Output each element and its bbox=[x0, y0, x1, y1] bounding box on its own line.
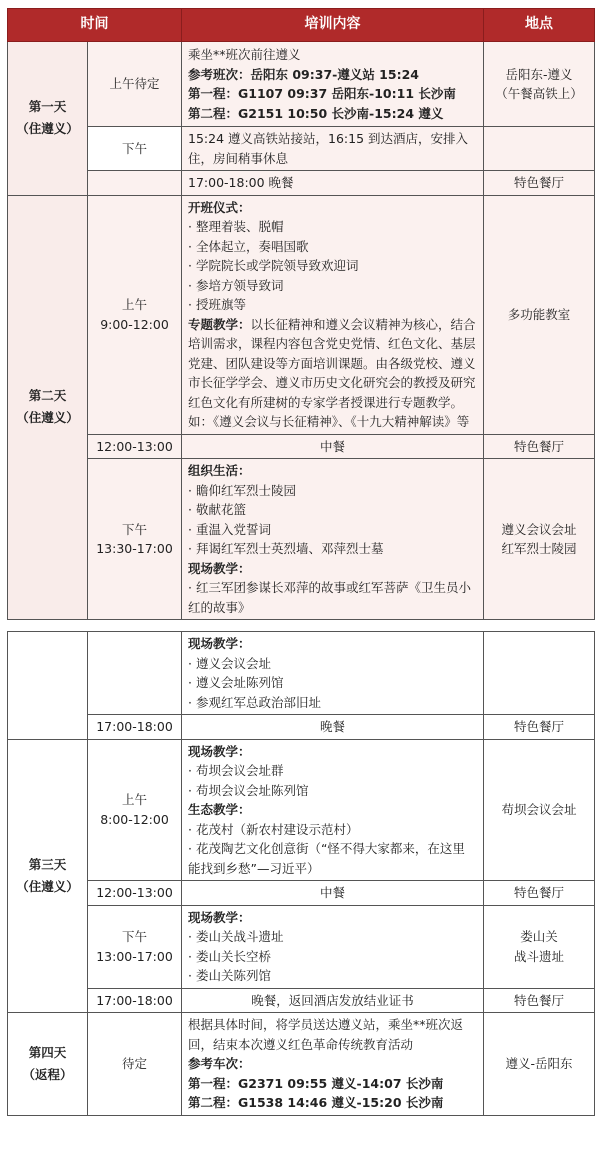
list-item: · 娄山关战斗遗址 bbox=[188, 929, 284, 944]
list-item: · 娄山关陈列馆 bbox=[188, 968, 271, 983]
day4-stay: （返程） bbox=[22, 1066, 73, 1082]
day1-dinner-label: 17:00-18:00 晚餐 bbox=[182, 171, 484, 196]
day2-afternoon-time: 13:30-17:00 bbox=[96, 541, 173, 556]
header-time: 时间 bbox=[8, 9, 182, 42]
day3-morning-location: 苟坝会议会址 bbox=[484, 739, 595, 881]
list-item: · 授班旗等 bbox=[188, 297, 246, 312]
day2b-time-empty bbox=[88, 632, 182, 715]
day4-content bbox=[182, 1013, 484, 1116]
day4-time-label: 待定 bbox=[88, 1013, 182, 1116]
day2-morning-time-cell bbox=[88, 195, 182, 434]
day2-opening-title: 开班仪式： bbox=[188, 199, 251, 215]
list-item: · 参培方领导致词 bbox=[188, 277, 284, 293]
table-header-row bbox=[8, 9, 595, 42]
day3-label-cell bbox=[8, 739, 88, 1013]
day1-stay: （住遵义） bbox=[16, 121, 79, 137]
day2-field-title: 现场教学： bbox=[188, 560, 251, 576]
day4-label-cell bbox=[8, 1013, 88, 1116]
day1-afternoon-row bbox=[8, 127, 595, 171]
day3-lunch-row bbox=[8, 881, 595, 906]
day3-afternoon-content bbox=[182, 905, 484, 988]
day1-morning-content bbox=[182, 42, 484, 127]
day3-lunch-location: 特色餐厅 bbox=[484, 881, 595, 906]
day1-morning-line: 参考班次：岳阳东 09:37-遵义站 15:24 bbox=[188, 66, 419, 82]
day4-row bbox=[8, 1013, 595, 1116]
day1-morning-line: 第二程：G2151 10:50 长沙南-15:24 遵义 bbox=[188, 105, 444, 121]
list-item: · 花茂村（新农村建设示范村） bbox=[188, 821, 359, 837]
day3-afternoon-label: 下午 bbox=[121, 929, 147, 944]
header-content: 培训内容 bbox=[182, 9, 484, 42]
list-item: · 拜谒红军烈士英烈墙、邓萍烈士墓 bbox=[188, 541, 384, 556]
day3-morning-time: 8:00-12:00 bbox=[100, 811, 169, 827]
day4-leg1: 第一程：G2371 09:55 遵义-14:07 长沙南 bbox=[188, 1075, 444, 1091]
day3-dinner-row bbox=[8, 988, 595, 1013]
day1-morning-line: 第一程：G1107 09:37 岳阳东-10:11 长沙南 bbox=[188, 86, 456, 101]
list-item: · 整理着装、脱帽 bbox=[188, 219, 284, 234]
day1-morning-location-1: 岳阳东-遵义 bbox=[505, 66, 573, 82]
day1-afternoon-content: 15:24 遵义高铁站接站，16:15 到达酒店，安排入住，房间稍事休息 bbox=[182, 127, 484, 171]
day1-morning-line: 乘坐**班次前往遵义 bbox=[188, 47, 301, 62]
list-item: · 学院院长或学院领导致欢迎词 bbox=[188, 258, 359, 273]
list-item: · 参观红军总政治部旧址 bbox=[188, 694, 321, 710]
list-item: · 花茂陶艺文化创意街（“怪不得大家都来，在这里能找到乡愁”—习近平） bbox=[188, 841, 465, 876]
day3-label: 第三天 bbox=[28, 856, 67, 872]
day2-label-cell bbox=[8, 195, 88, 620]
day1-dinner-row bbox=[8, 171, 595, 196]
list-item: · 苟坝会议会址陈列馆 bbox=[188, 782, 309, 798]
day2b-dinner-location: 特色餐厅 bbox=[484, 715, 595, 740]
day1-afternoon-label: 下午 bbox=[88, 127, 182, 171]
day1-morning-row bbox=[8, 42, 595, 127]
day2b-field-row bbox=[8, 632, 595, 715]
day1-morning-location-2: （午餐高铁上） bbox=[495, 86, 583, 101]
schedule-table-top bbox=[7, 8, 595, 620]
day3-dinner-time: 17:00-18:00 bbox=[88, 988, 182, 1013]
day4-ref-title: 参考车次： bbox=[188, 1056, 251, 1071]
day2-label: 第二天 bbox=[28, 388, 67, 404]
list-item: · 重温入党誓词 bbox=[188, 521, 271, 537]
day2b-field-content bbox=[182, 632, 484, 715]
day2-stay: （住遵义） bbox=[16, 410, 79, 426]
day3-afternoon-time: 13:00-17:00 bbox=[96, 948, 173, 964]
list-item: · 全体起立，奏唱国歌 bbox=[188, 238, 309, 254]
day2-lunch-time: 12:00-13:00 bbox=[88, 434, 182, 459]
day3-afternoon-time-cell bbox=[88, 905, 182, 988]
schedule-table-bottom bbox=[7, 631, 595, 1116]
day3-pm-field-title: 现场教学： bbox=[188, 909, 251, 925]
day2-afternoon-label: 下午 bbox=[121, 521, 147, 537]
header-location: 地点 bbox=[484, 9, 595, 42]
list-item: · 红三军团参谋长邓萍的故事或红军菩萨《卫生员小红的故事》 bbox=[188, 580, 471, 615]
day2-afternoon-location-1: 遵义会议会址 bbox=[501, 521, 577, 537]
list-item: · 苟坝会议会址群 bbox=[188, 763, 284, 778]
day2-afternoon-row bbox=[8, 459, 595, 620]
day2-org-title: 组织生活： bbox=[188, 463, 251, 478]
day2-afternoon-content bbox=[182, 459, 484, 620]
day3-eco-title: 生态教学： bbox=[188, 802, 251, 817]
day2-lunch-label: 中餐 bbox=[182, 434, 484, 459]
day3-afternoon-row bbox=[8, 905, 595, 988]
list-item: · 瞻仰红军烈士陵园 bbox=[188, 482, 296, 498]
day1-morning-label: 上午待定 bbox=[88, 42, 182, 127]
day1-dinner-time-empty bbox=[88, 171, 182, 196]
day4-leg2: 第二程：G1538 14:46 遵义-15:20 长沙南 bbox=[188, 1095, 444, 1110]
day1-afternoon-location bbox=[484, 127, 595, 171]
day2-morning-content bbox=[182, 195, 484, 434]
day1-label-cell bbox=[8, 42, 88, 196]
list-item: · 遵义会址陈列馆 bbox=[188, 675, 284, 690]
day2-special-text: 以长征精神和遵义会议精神为核心，结合培训需求，课程内容包含党史党情、红色文化、基层党建、团队建设等方面培训课题。由各级党校、遵义市长征学学会、遵义市历史文化研究会的教授及研究红色文化有所建树的专家学者授课进行专题教学。如：《遵义会议与长征精神》、《十九大精神解读》等 bbox=[188, 316, 476, 429]
day2-afternoon-location bbox=[484, 459, 595, 620]
list-item: · 遵义会议会址 bbox=[188, 655, 271, 671]
day1-dinner-location: 特色餐厅 bbox=[484, 171, 595, 196]
day4-label: 第四天 bbox=[28, 1044, 67, 1060]
day2b-day-empty bbox=[8, 632, 88, 740]
day2b-dinner-label: 晚餐 bbox=[182, 715, 484, 740]
day2-afternoon-time-cell bbox=[88, 459, 182, 620]
day3-stay: （住遵义） bbox=[16, 878, 79, 894]
day3-lunch-time: 12:00-13:00 bbox=[88, 881, 182, 906]
day3-afternoon-location bbox=[484, 905, 595, 988]
day2-lunch-row bbox=[8, 434, 595, 459]
list-item: · 敬献花篮 bbox=[188, 502, 246, 517]
day3-morning-label: 上午 bbox=[121, 792, 147, 808]
day1-label: 第一天 bbox=[28, 99, 67, 115]
day3-lunch-label: 中餐 bbox=[182, 881, 484, 906]
day2-lunch-location: 特色餐厅 bbox=[484, 434, 595, 459]
day3-morning-row bbox=[8, 739, 595, 881]
day3-field-title: 现场教学： bbox=[188, 743, 251, 759]
day2-morning-row bbox=[8, 195, 595, 434]
day3-morning-time-cell bbox=[88, 739, 182, 881]
day2b-dinner-row bbox=[8, 715, 595, 740]
day3-afternoon-location-2: 战斗遗址 bbox=[513, 948, 564, 964]
day2-special-title: 专题教学： bbox=[188, 316, 251, 332]
day3-dinner-location: 特色餐厅 bbox=[484, 988, 595, 1013]
day2-afternoon-location-2: 红军烈士陵园 bbox=[501, 541, 577, 556]
day2b-location-empty bbox=[484, 632, 595, 715]
day4-intro: 根据具体时间，将学员送达遵义站，乘坐**班次返回，结束本次遵义红色革命传统教育活动 bbox=[188, 1017, 464, 1052]
day2b-dinner-time: 17:00-18:00 bbox=[88, 715, 182, 740]
day3-afternoon-location-1: 娄山关 bbox=[520, 929, 558, 944]
day3-dinner-label: 晚餐，返回酒店发放结业证书 bbox=[182, 988, 484, 1013]
day2-morning-label: 上午 bbox=[121, 297, 147, 312]
day2b-field-title: 现场教学： bbox=[188, 636, 251, 651]
day2-special-block bbox=[188, 315, 477, 432]
day2-morning-time: 9:00-12:00 bbox=[100, 316, 169, 332]
list-item: · 娄山关长空桥 bbox=[188, 948, 271, 964]
day3-morning-content bbox=[182, 739, 484, 881]
day2-morning-location: 多功能教室 bbox=[484, 195, 595, 434]
day1-morning-location bbox=[484, 42, 595, 127]
day4-location: 遵义-岳阳东 bbox=[484, 1013, 595, 1116]
